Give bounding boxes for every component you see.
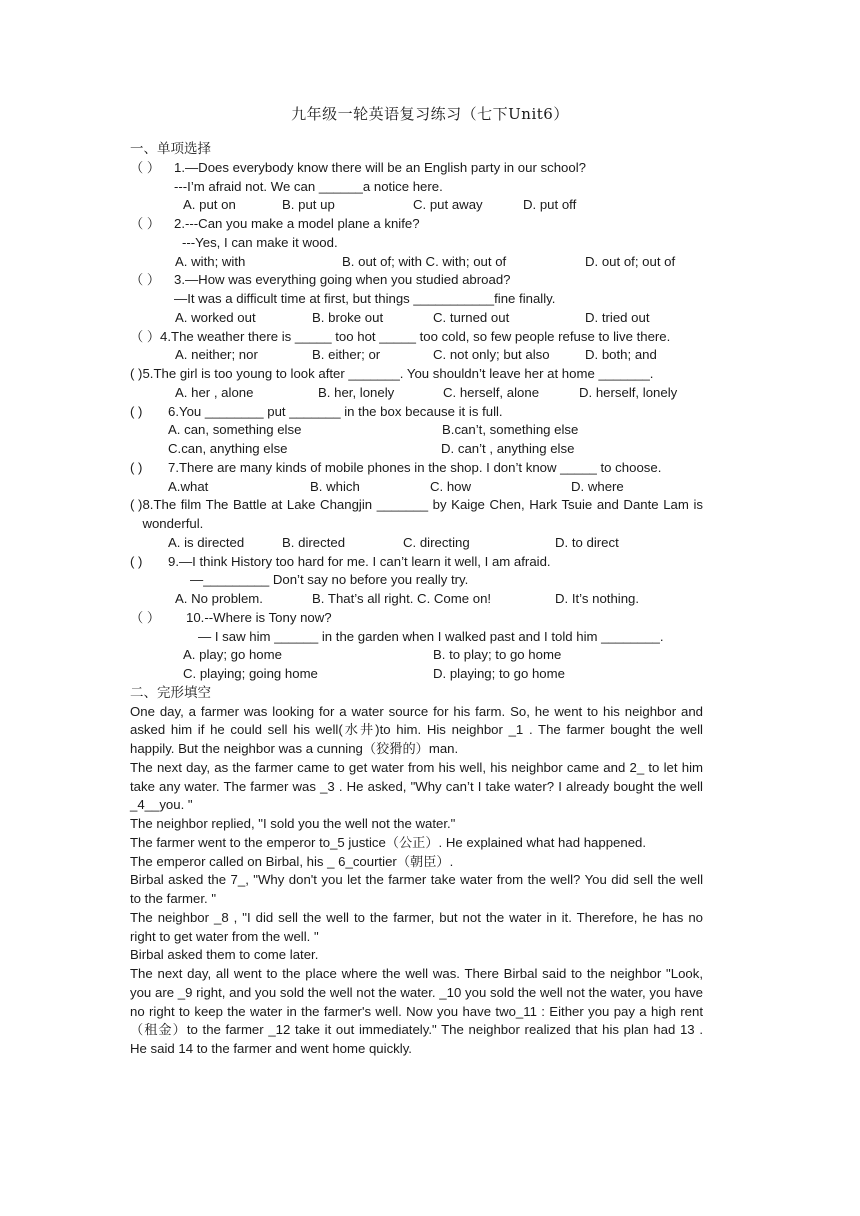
section-heading-cloze: 二、完形填空: [130, 684, 211, 701]
option: C. herself, alone: [443, 384, 540, 400]
question-stem: 10.--Where is Tony now?: [186, 609, 332, 625]
answer-blank: （ ）: [130, 216, 161, 231]
option: D. playing; to go home: [433, 666, 565, 681]
option: B. broke out: [312, 309, 384, 325]
question-line: ---Yes, I can make it wood.: [182, 234, 338, 250]
question-stem: 6.You ________ put _______ in the box because it is full.: [168, 403, 503, 419]
question-line: —_________ Don’t say no before you really try.: [190, 572, 469, 588]
cloze-paragraph: Birbal asked them to come later.: [130, 947, 319, 963]
option: A. neither; nor: [175, 347, 258, 363]
question-options: [130, 646, 703, 665]
option: B. put up: [282, 197, 335, 213]
cloze-paragraph: The farmer went to the emperor to_5 justice（公正）. He explained what had happened.: [130, 834, 647, 850]
option: D. to direct: [555, 534, 619, 550]
answer-blank: （ ）: [130, 609, 161, 625]
question-options: [130, 253, 703, 272]
question-10: [130, 609, 703, 628]
option: C.can, anything else: [168, 441, 288, 456]
cloze-paragraph: The emperor called on Birbal, his _ 6_courtier（朝臣）.: [130, 853, 454, 869]
option: A. is directed: [168, 534, 245, 550]
question-7: [130, 459, 703, 478]
option: D. out of; out of: [585, 253, 676, 269]
question-stem: [160, 328, 703, 347]
question-stem: 7.There are many kinds of mobile phones in the shop. I don’t know _____ to choose.: [168, 459, 662, 475]
question-stem-text: 5.The girl is too young to look after _______. You shouldn’t leave her at home _______.: [142, 366, 654, 381]
option: A. her , alone: [175, 384, 254, 400]
answer-blank: （ ）: [130, 272, 161, 288]
cloze-paragraph: The next day, all went to the place where the well was. There Birbal said to the neighbor "Look, you are _9 right, and you sold the well not the water. _10 you sold the well not the water, you have no right to keep the water in the farmer's well. Now you have two_11 : Either you pay a high rent（租金）to the farmer _12 take it out immediately." The neighbor realized that his plan had 13 . He said 14 to the farmer and went home quickly.: [130, 966, 703, 1056]
question-9: [130, 553, 703, 572]
cloze-paragraph: The neighbor _8 , "I did sell the well to the farmer, but not the water in it. Therefore, he has no right to get water from the well. ": [130, 909, 703, 944]
question-stem: 1.—Does everybody know there will be an English party in our school?: [174, 159, 586, 175]
question-stem: 9.—I think History too hard for me. I can’t learn it well, I am afraid.: [168, 553, 551, 569]
option: D. can’t , anything else: [441, 441, 575, 456]
option: B.can’t, something else: [442, 422, 579, 438]
option: B. That’s all right. C. Come on!: [312, 591, 492, 606]
option: C. playing; going home: [183, 666, 318, 681]
option: B. which: [310, 478, 360, 494]
option: D. put off: [523, 197, 577, 213]
option: A. No problem.: [175, 591, 263, 606]
answer-blank: （ ）: [130, 328, 161, 344]
cloze-paragraph: One day, a farmer was looking for a water source for his farm. So, he went to his neighbor and asked him if he could sell his well(水井)to him. His neighbor _1 . The farmer bought the well happily. But the neighbor was a cunning（狡猾的）man.: [130, 703, 703, 756]
question-line: —It was a difficult time at first, but things ___________fine finally.: [174, 291, 556, 306]
question-options: [130, 421, 703, 440]
answer-blank: ( ): [130, 553, 143, 569]
option: C. put away: [413, 197, 483, 213]
question-options: [130, 590, 703, 609]
question-line: — I saw him ______ in the garden when I walked past and I told him ________.: [198, 628, 664, 644]
option: C. how: [430, 478, 472, 494]
question-6: [130, 403, 703, 422]
option: D. both; and: [585, 347, 657, 363]
option: A.what: [168, 478, 209, 494]
option: C. directing: [403, 534, 470, 550]
question-2: [130, 215, 703, 234]
question-options: [130, 534, 703, 553]
question-1: [130, 159, 703, 178]
question-5: [130, 365, 703, 384]
answer-blank: ( ): [130, 366, 143, 381]
option: B. out of; with C. with; out of: [342, 253, 507, 269]
question-stem-text: 8.The film The Battle at Lake Changjin _______ by Kaige Chen, Hark Tsuie and Dante Lam is wonderful.: [142, 497, 703, 531]
cloze-paragraph: Birbal asked the 7_, "Why don't you let the farmer take water from the well? You did sell the well to the farmer. ": [130, 872, 703, 906]
question-options: [130, 478, 703, 497]
answer-blank: （ ）: [130, 159, 161, 175]
option: D. It’s nothing.: [555, 591, 640, 606]
question-stem: [142, 365, 703, 384]
question-stem: [142, 496, 703, 534]
option: A. worked out: [175, 309, 256, 325]
option: B. directed: [282, 534, 346, 550]
question-stem-text: 4.The weather there is _____ too hot _____ too cold, so few people refuse to live there.: [160, 328, 671, 344]
option: D. where: [571, 478, 624, 494]
option: A. put on: [183, 197, 236, 213]
option: B. to play; to go home: [433, 647, 562, 663]
option: A. with; with: [175, 253, 246, 269]
option: C. turned out: [433, 309, 510, 325]
option: A. play; go home: [183, 647, 282, 663]
question-options: [130, 384, 703, 403]
option: A. can, something else: [168, 422, 302, 438]
question-8: [130, 496, 703, 534]
option: C. not only; but also: [433, 347, 550, 363]
question-options: [130, 440, 703, 459]
question-4: [130, 328, 703, 347]
question-3: [130, 271, 703, 290]
question-options: [130, 196, 703, 215]
question-options: [130, 665, 703, 684]
cloze-paragraph: The next day, as the farmer came to get water from his well, his neighbor came and 2_ to let him take any water. The farmer was _3 . He asked, "Why can’t I take water? I already bought the well _4__you. ": [130, 759, 703, 813]
page-title: 九年级一轮英语复习练习（七下Unit6）: [291, 105, 569, 123]
option: B. her, lonely: [318, 384, 395, 400]
option: D. tried out: [585, 309, 650, 325]
option: D. herself, lonely: [579, 384, 678, 400]
question-stem: 3.—How was everything going when you studied abroad?: [174, 272, 511, 288]
answer-blank: ( ): [130, 459, 143, 475]
answer-blank: ( ): [130, 403, 143, 419]
answer-blank: ( ): [130, 497, 143, 513]
section-heading-choice: 一、单项选择: [130, 141, 211, 157]
question-options: [130, 309, 703, 328]
document-body: [130, 140, 703, 1059]
question-line: ---I’m afraid not. We can ______a notice here.: [174, 178, 443, 194]
question-stem: 2.---Can you make a model plane a knife?: [174, 216, 420, 231]
question-options: [130, 346, 703, 365]
option: B. either; or: [312, 347, 381, 363]
cloze-paragraph: The neighbor replied, "I sold you the well not the water.": [130, 816, 456, 831]
